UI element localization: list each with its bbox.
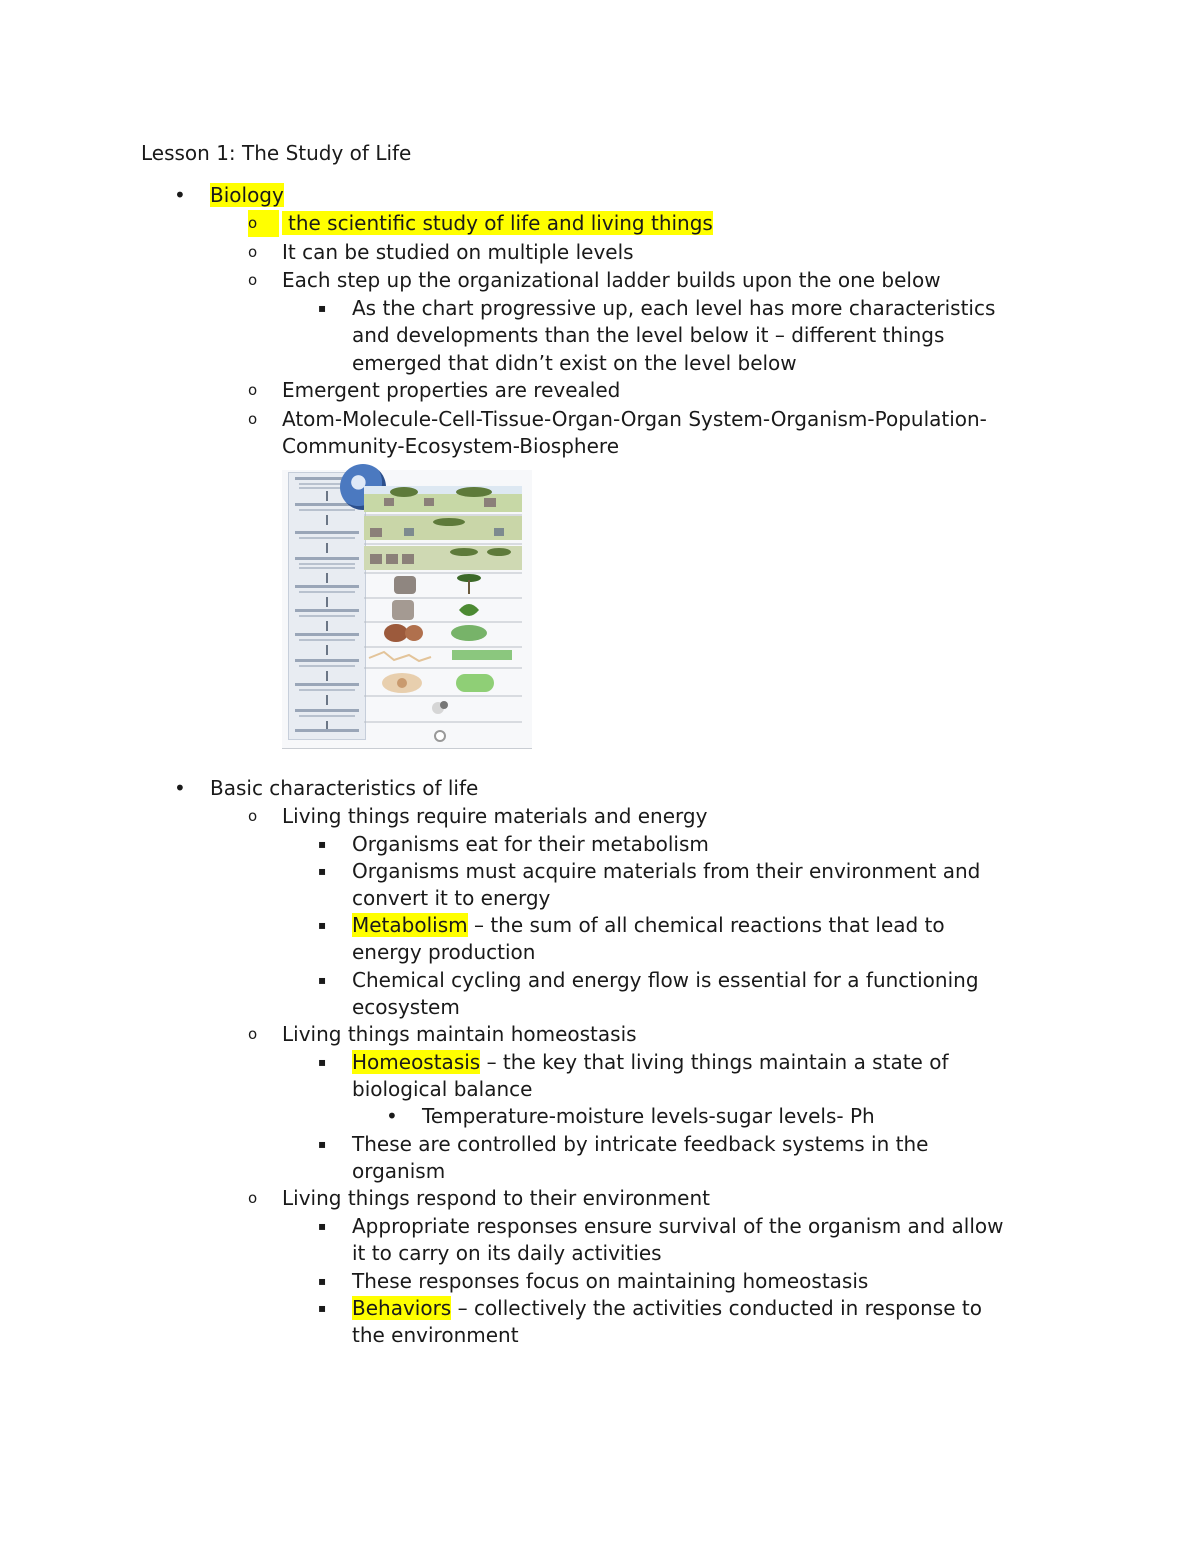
feedback-line-2: organism	[352, 1159, 446, 1183]
cycling-line-1: Chemical cycling and energy flow is essential for a functioning	[352, 968, 979, 992]
responses-line-1: Appropriate responses ensure survival of the organism and allow	[352, 1214, 1004, 1238]
hierarchy-line-2: Community-Ecosystem-Biosphere	[282, 434, 619, 458]
feedback-line-1: These are controlled by intricate feedback systems in the	[352, 1132, 929, 1156]
eat-item: Organisms eat for their metabolism	[352, 832, 709, 856]
bullet-square: ▪	[318, 918, 327, 932]
bullet-o: o	[248, 807, 258, 825]
metabolism-term: Metabolism	[352, 913, 468, 937]
homeostasis-item: Living things maintain homeostasis	[282, 1022, 637, 1046]
bullet-square: ▪	[318, 1137, 327, 1151]
bullet-square: ▪	[318, 837, 327, 851]
bullet-disc: •	[386, 1104, 398, 1128]
ladder-sub-line-2: and developments than the level below it – different things	[352, 323, 945, 347]
behaviors-term: Behaviors	[352, 1296, 452, 1320]
ladder-sub-line-3: emerged that didn’t exist on the level below	[352, 351, 797, 375]
responses-line-2: it to carry on its daily activities	[352, 1241, 662, 1265]
figure-label-column	[288, 472, 366, 740]
metabolism-line-2: energy production	[352, 940, 536, 964]
figure-panels	[364, 470, 524, 748]
homeostasis-definition: Homeostasis – the key that living things maintain a state of	[352, 1050, 949, 1074]
hierarchy-line-1: Atom-Molecule-Cell-Tissue-Organ-Organ System-Organism-Population-	[282, 407, 987, 431]
acquire-line-2: convert it to energy	[352, 886, 551, 910]
bullet-square: ▪	[318, 1219, 327, 1233]
homeostasis-term: Homeostasis	[352, 1050, 481, 1074]
respond-item: Living things respond to their environment	[282, 1186, 710, 1210]
bullet-square: ▪	[318, 973, 327, 987]
bullet-o: o	[248, 410, 258, 428]
homeostasis-line-2: biological balance	[352, 1077, 533, 1101]
bullet-square: ▪	[318, 1301, 327, 1315]
bullet-square: ▪	[318, 1274, 327, 1288]
homeostasis-examples: Temperature-moisture levels-sugar levels- Ph	[422, 1104, 875, 1128]
bullet-square: ▪	[318, 1055, 327, 1069]
bullet-o: o	[248, 1189, 258, 1207]
section-heading-biology: Biology	[210, 183, 284, 207]
bullet-o: o	[248, 210, 279, 237]
behaviors-item: Behaviors – collectively the activities conducted in response to	[352, 1296, 982, 1320]
bullet-square: ▪	[318, 864, 327, 878]
bullet-o: o	[248, 381, 258, 399]
cycling-line-2: ecosystem	[352, 995, 460, 1019]
ladder-item: Each step up the organizational ladder builds upon the one below	[282, 268, 941, 292]
acquire-line-1: Organisms must acquire materials from their environment and	[352, 859, 981, 883]
ladder-sub-line-1: As the chart progressive up, each level has more characteristics	[352, 296, 996, 320]
materials-item: Living things require materials and energy	[282, 804, 708, 828]
metabolism-item: Metabolism – the sum of all chemical reactions that lead to	[352, 913, 945, 937]
bullet-o: o	[248, 243, 258, 261]
levels-item: It can be studied on multiple levels	[282, 240, 634, 264]
biology-definition: the scientific study of life and living things	[282, 210, 713, 237]
focus-item: These responses focus on maintaining homeostasis	[352, 1269, 869, 1293]
bullet-disc: •	[174, 183, 186, 207]
section-heading-characteristics: Basic characteristics of life	[210, 776, 479, 800]
organization-levels-figure	[282, 470, 532, 749]
emergent-item: Emergent properties are revealed	[282, 378, 621, 402]
page-title: Lesson 1: The Study of Life	[141, 141, 412, 165]
bullet-disc: •	[174, 776, 186, 800]
bullet-o: o	[248, 271, 258, 289]
bullet-square: ▪	[318, 301, 327, 315]
behaviors-line-2: the environment	[352, 1323, 519, 1347]
bullet-o: o	[248, 1025, 258, 1043]
